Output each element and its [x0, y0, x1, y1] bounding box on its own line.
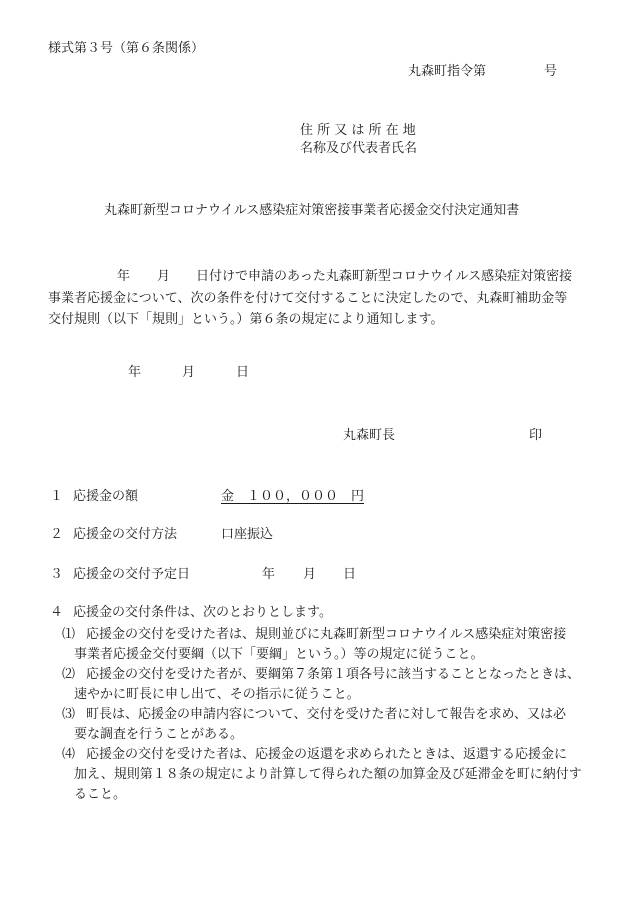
issue-day: 日 [236, 365, 250, 380]
address-label: 住 所 又 は 所 在 地 [300, 123, 416, 138]
condition-1-number: ⑴ [62, 627, 76, 642]
item-2-label: 応援金の交付方法 [73, 527, 178, 542]
item-4-label: 応援金の交付条件は、次のとおりとします。 [73, 605, 332, 620]
body-date-month: 月 [157, 269, 171, 284]
item-1-label: 応援金の額 [73, 489, 139, 504]
condition-2-number: ⑵ [62, 667, 76, 682]
condition-2-line-2: 速やかに町長に申し出て、その指示に従うこと。 [74, 687, 360, 702]
grant-amount: 金 １００，０００ 円 [221, 489, 365, 504]
body-date-year: 年 [117, 269, 131, 284]
condition-4-number: ⑷ [62, 747, 76, 762]
condition-1-line-2: 事業者応援金交付要綱（以下「要綱」という。）等の規定に従うこと。 [74, 647, 484, 662]
item-2-number: ２ [50, 527, 64, 542]
item-3-number: ３ [50, 567, 64, 582]
condition-4-line-1: 応援金の交付を受けた者は、応援金の返還を求められたときは、返還する応援金に [86, 747, 568, 762]
body-line-2: 事業者応援金について、次の条件を付けて交付することに決定したので、丸森町補助金等 [48, 291, 568, 306]
directive-prefix: 丸森町指令第 [408, 64, 487, 79]
scheduled-day: 日 [343, 567, 357, 582]
body-line-1: 日付けで申請のあった丸森町新型コロナウイルス感染症対策密接 [196, 269, 573, 284]
condition-3-line-1: 町長は、応援金の申請内容について、交付を受けた者に対して報告を求め、又は必 [86, 707, 566, 722]
document-title: 丸森町新型コロナウイルス感染症対策密接事業者応援金交付決定通知書 [104, 203, 520, 218]
directive-suffix: 号 [544, 64, 558, 79]
condition-4-line-2: 加え、規則第１８条の規定により計算して得られた額の加算金及び延滞金を町に納付す [74, 767, 582, 782]
condition-4-line-3: ること。 [74, 787, 127, 802]
payment-method: 口座振込 [221, 527, 274, 542]
issuer-title: 丸森町長 [343, 428, 396, 443]
item-4-number: ４ [50, 605, 64, 620]
issue-month: 月 [182, 365, 196, 380]
issue-year: 年 [128, 365, 142, 380]
body-line-3: 交付規則（以下「規則」という。）第６条の規定により通知します。 [48, 312, 444, 327]
item-1-number: １ [50, 489, 64, 504]
name-label: 名称及び代表者氏名 [300, 141, 418, 156]
condition-1-line-1: 応援金の交付を受けた者は、規則並びに丸森町新型コロナウイルス感染症対策密接 [86, 627, 567, 642]
condition-3-number: ⑶ [62, 707, 76, 722]
scheduled-month: 月 [303, 567, 317, 582]
condition-3-line-2: 要な調査を行うことがある。 [74, 727, 244, 742]
form-label: 様式第３号（第６条関係） [48, 41, 205, 56]
condition-2-line-1: 応援金の交付を受けた者が、要綱第７条第１項各号に該当することとなったときは、 [86, 667, 581, 682]
seal-mark: 印 [529, 428, 543, 443]
scheduled-year: 年 [262, 567, 276, 582]
item-3-label: 応援金の交付予定日 [73, 567, 191, 582]
